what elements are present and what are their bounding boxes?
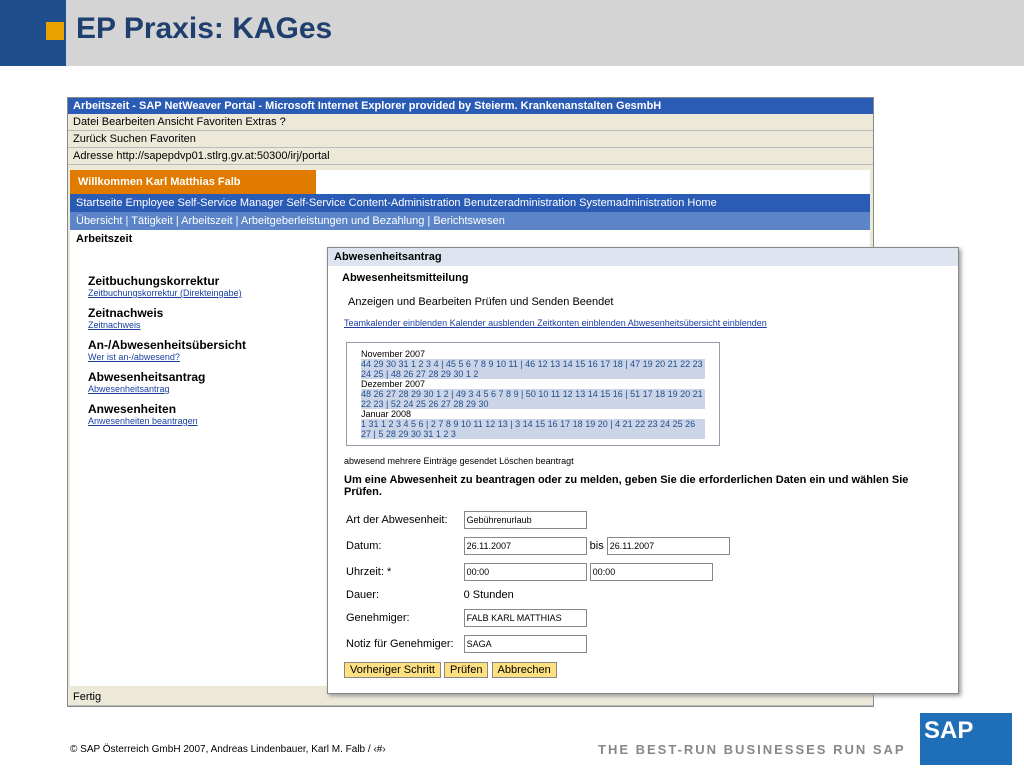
month-december [361,379,705,409]
button-bar [328,658,958,682]
left-section [88,402,328,426]
footer-slogan: THE BEST-RUN BUSINESSES RUN SAP [598,742,906,757]
cancel-button[interactable]: Abbrechen [492,662,557,678]
browser-menu[interactable]: Datei Bearbeiten Ansicht Favoriten Extras ? [68,114,873,131]
sap-logo: SAP [920,713,1012,765]
address-bar[interactable]: Adresse http://sapepdvp01.stlrg.gv.at:50300/irj/portal [68,148,873,165]
section-link[interactable]: Zeitnachweis [88,320,141,330]
month-name: Dezember 2007 [361,379,426,389]
calendar-legend: abwesend mehrere Einträge gesendet Löschen beantragt [344,456,574,466]
slide-header [0,0,1024,66]
absence-form [340,506,736,658]
date-from[interactable] [464,537,587,555]
check-button[interactable]: Prüfen [444,662,488,678]
left-content [88,266,328,426]
footer-copyright: © SAP Österreich GmbH 2007, Andreas Lindenbauer, Karl M. Falb / ‹#› [70,744,386,755]
section-heading: Zeitbuchungskorrektur [88,274,220,288]
header-orange-square [46,22,64,40]
dialog-subtitle: Abwesenheitsmitteilung [342,272,469,284]
sub-navigation[interactable]: Übersicht | Tätigkeit | Arbeitszeit | Arbeitgeberleistungen und Bezahlung | Berichtswesen [70,212,870,230]
note-label: Notiz für Genehmiger: [346,638,454,650]
time-to[interactable] [590,563,713,581]
welcome-banner: Willkommen Karl Matthias Falb [70,170,316,194]
left-section [88,370,328,394]
month-november [361,349,705,379]
approver-field[interactable] [464,609,587,627]
section-link[interactable]: Wer ist an-/abwesend? [88,352,180,362]
section-heading: An-/Abwesenheitsübersicht [88,338,247,352]
previous-step-button[interactable]: Vorheriger Schritt [344,662,441,678]
portal-page-header: Arbeitszeit [76,233,133,245]
top-navigation[interactable]: Startseite Employee Self-Service Manager Self-Service Content-Administration Benutzeradministration Systemadministration Home [70,194,870,212]
time-label: Uhrzeit: * [346,566,392,578]
time-from[interactable] [464,563,587,581]
section-heading: Zeitnachweis [88,306,164,320]
bis-label: bis [589,540,604,552]
date-to[interactable] [607,537,730,555]
month-days[interactable]: 44 29 30 31 1 2 3 4 | 45 5 6 7 8 9 10 11 | 46 12 13 14 15 16 17 18 | 47 19 20 21 22 23 24 25 | 48 26 27 28 29 30 1 2 [361,359,705,379]
dialog-title: Abwesenheitsantrag [328,248,958,266]
month-january [361,409,705,439]
browser-title: Arbeitszeit - SAP NetWeaver Portal - Microsoft Internet Explorer provided by Steierm. Krankenanstalten GesmbH [68,98,873,114]
art-label: Art der Abwesenheit: [346,514,448,526]
section-heading: Anwesenheiten [88,402,177,416]
instruction-text: Um eine Abwesenheit zu beantragen oder zu melden, geben Sie die erforderlichen Daten ein und wählen Sie Prüfen. [344,474,909,498]
date-label: Datum: [346,540,382,552]
browser-toolbar[interactable]: Zurück Suchen Favoriten [68,131,873,148]
month-days[interactable]: 48 26 27 28 29 30 1 2 | 49 3 4 5 6 7 8 9 | 50 10 11 12 13 14 15 16 | 51 17 18 19 20 21 22 23 | 52 24 25 26 27 28 29 30 [361,389,705,409]
calendar-links[interactable]: Teamkalender einblenden Kalender ausblenden Zeitkonten einblenden Abwesenheitsübersicht einblenden [344,318,767,328]
slide-title: EP Praxis: KAGes [76,12,333,45]
art-select[interactable] [464,511,587,529]
note-field[interactable] [464,635,587,653]
approver-label: Genehmiger: [346,612,410,624]
absence-dialog [327,247,959,694]
left-section [88,338,328,362]
left-section [88,306,328,330]
section-link[interactable]: Anwesenheiten beantragen [88,416,198,426]
wizard-steps: Anzeigen und Bearbeiten Prüfen und Senden Beendet [348,296,614,308]
month-name: Januar 2008 [361,409,412,419]
section-link[interactable]: Zeitbuchungskorrektur (Direkteingabe) [88,288,242,298]
status-bar: Fertig [68,689,873,706]
month-name: November 2007 [361,349,426,359]
duration-label: Dauer: [346,589,380,601]
section-heading: Abwesenheitsantrag [88,370,206,384]
left-section [88,274,328,298]
calendar-box [346,342,720,446]
duration-value: 0 Stunden [463,589,514,601]
month-days[interactable]: 1 31 1 2 3 4 5 6 | 2 7 8 9 10 11 12 13 | 3 14 15 16 17 18 19 20 | 4 21 22 23 24 25 26 27 | 5 28 29 30 31 1 2 3 [361,419,705,439]
section-link[interactable]: Abwesenheitsantrag [88,384,170,394]
